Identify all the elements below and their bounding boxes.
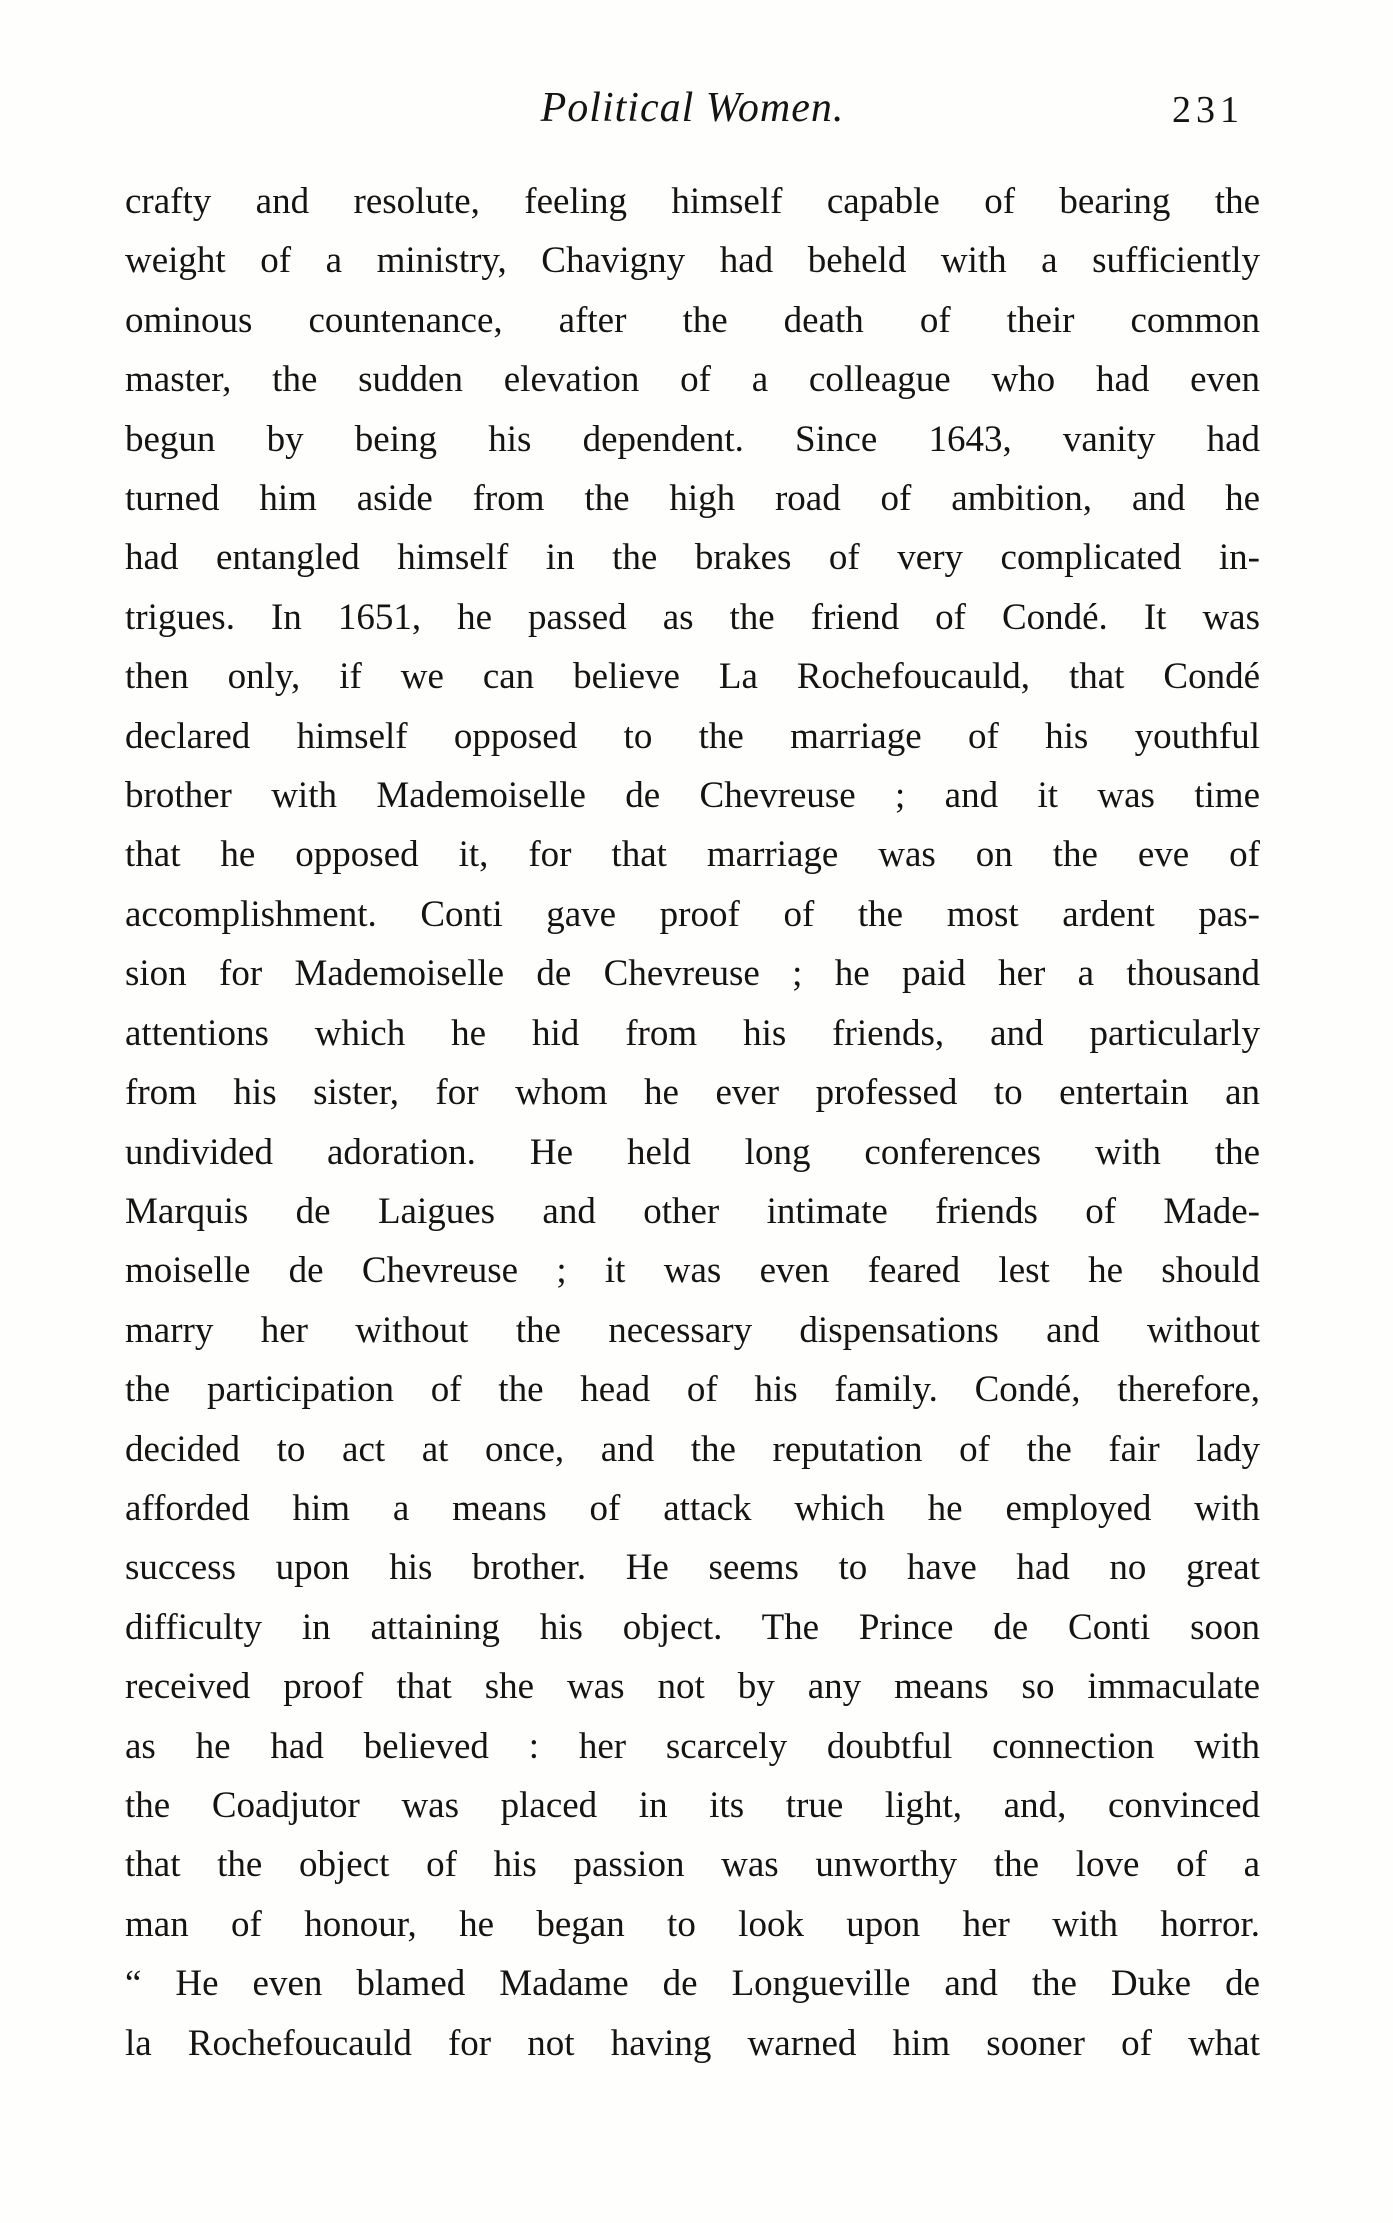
text-line: success upon his brother. He seems to have had no great [125, 1547, 1260, 1589]
text-line: decided to act at once, and the reputation of the fair lady [125, 1428, 1260, 1470]
text-line: undivided adoration. He held long conferences with the [125, 1131, 1260, 1173]
body-text [125, 172, 1260, 2073]
text-line: the participation of the head of his family. Condé, therefore, [125, 1369, 1260, 1411]
text-line: declared himself opposed to the marriage of his youthful [125, 715, 1260, 757]
text-line: la Rochefoucauld for not having warned him sooner of what [125, 2022, 1260, 2064]
text-line: brother with Mademoiselle de Chevreuse ; and it was time [125, 775, 1260, 817]
page-number: 231 [1172, 89, 1244, 131]
text-line: as he had believed : her scarcely doubtful connection with [125, 1725, 1260, 1767]
text-line: that the object of his passion was unworthy the love of a [125, 1844, 1260, 1886]
text-line: turned him aside from the high road of ambition, and he [125, 478, 1260, 520]
text-line: crafty and resolute, feeling himself capable of bearing the [125, 181, 1260, 222]
text-line: accomplishment. Conti gave proof of the most ardent pas- [125, 893, 1260, 935]
text-line: “ He even blamed Madame de Longueville and the Duke de [125, 1963, 1260, 2005]
text-line: from his sister, for whom he ever professed to entertain an [125, 1072, 1260, 1114]
text-line: moiselle de Chevreuse ; it was even feared lest he should [125, 1250, 1260, 1292]
text-line: trigues. In 1651, he passed as the friend of Condé. It was [125, 596, 1260, 638]
text-line: sion for Mademoiselle de Chevreuse ; he paid her a thousand [125, 953, 1260, 995]
page-header [125, 84, 1260, 140]
text-line: that he opposed it, for that marriage was on the eve of [125, 834, 1260, 876]
text-line: master, the sudden elevation of a colleague who had even [125, 359, 1260, 401]
text-line: had entangled himself in the brakes of very complicated in- [125, 537, 1260, 579]
text-line: the Coadjutor was placed in its true light, and, convinced [125, 1784, 1260, 1826]
text-line: marry her without the necessary dispensations and without [125, 1309, 1260, 1351]
text-line: man of honour, he began to look upon her with horror. [125, 1903, 1260, 1945]
text-line: Marquis de Laigues and other intimate friends of Made- [125, 1190, 1260, 1232]
text-line: afforded him a means of attack which he employed with [125, 1487, 1260, 1529]
text-line: received proof that she was not by any means so immaculate [125, 1666, 1260, 1708]
text-line: begun by being his dependent. Since 1643, vanity had [125, 418, 1260, 460]
text-line: then only, if we can believe La Rochefoucauld, that Condé [125, 656, 1260, 698]
running-title: Political Women. [540, 85, 845, 131]
text-line: ominous countenance, after the death of their common [125, 299, 1260, 341]
text-line: attentions which he hid from his friends, and particularly [125, 1012, 1260, 1054]
text-line: weight of a ministry, Chavigny had beheld with a sufficiently [125, 240, 1260, 282]
text-line: difficulty in attaining his object. The Prince de Conti soon [125, 1606, 1260, 1648]
